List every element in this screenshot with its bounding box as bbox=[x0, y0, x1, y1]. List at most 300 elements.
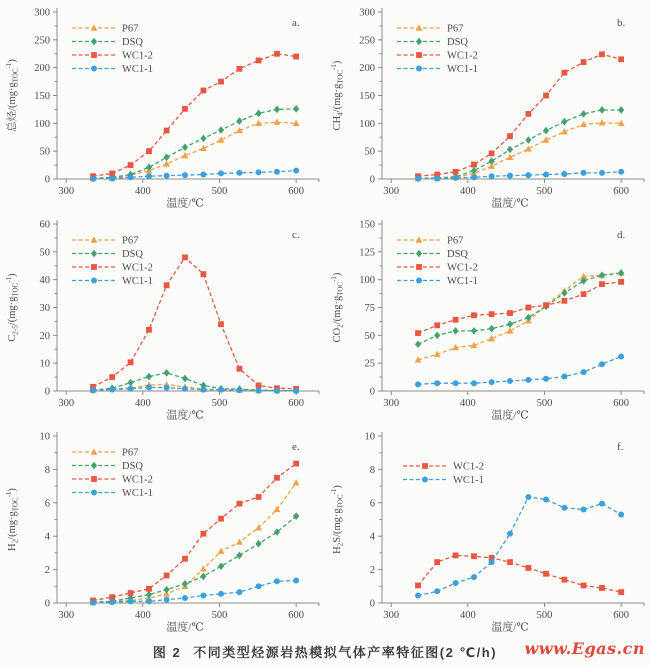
circle-marker bbox=[618, 511, 624, 517]
circle-marker bbox=[599, 170, 605, 176]
square-marker bbox=[525, 305, 531, 311]
diamond-marker bbox=[218, 126, 224, 134]
square-marker bbox=[182, 255, 188, 261]
series-line bbox=[93, 171, 296, 179]
triangle-marker bbox=[293, 479, 300, 485]
axes bbox=[378, 220, 644, 395]
y-tick-label: 0 bbox=[44, 598, 50, 610]
diamond-marker bbox=[200, 135, 206, 143]
y-tick-label: 0 bbox=[369, 174, 375, 186]
square-marker bbox=[237, 366, 243, 372]
series-line bbox=[93, 580, 296, 602]
x-tick-label: 300 bbox=[58, 398, 75, 409]
y-tick-label: 50 bbox=[39, 247, 50, 259]
triangle-marker bbox=[218, 548, 225, 554]
legend-item-WC1-2 bbox=[397, 51, 478, 62]
diamond-marker bbox=[182, 580, 188, 588]
y-tick-label: 10 bbox=[39, 358, 50, 370]
x-axis-label: 温度/℃ bbox=[491, 621, 529, 634]
axes bbox=[53, 220, 319, 395]
tick-labels bbox=[40, 220, 305, 410]
panel-letter: f. bbox=[617, 441, 624, 453]
square-marker bbox=[416, 52, 422, 58]
square-marker bbox=[599, 585, 605, 591]
legend-item-P67 bbox=[72, 448, 138, 459]
y-tick-label: 200 bbox=[34, 63, 50, 75]
panel-letter: b. bbox=[617, 17, 626, 29]
y-tick-label: 20 bbox=[39, 330, 50, 342]
x-tick-label: 400 bbox=[459, 186, 476, 197]
caption-row bbox=[0, 636, 650, 666]
diamond-marker bbox=[489, 157, 495, 165]
circle-marker bbox=[293, 168, 299, 174]
y-tick-label: 150 bbox=[359, 91, 375, 102]
square-marker bbox=[293, 461, 299, 467]
circle-marker bbox=[618, 169, 624, 175]
circle-marker bbox=[274, 578, 280, 584]
circle-marker bbox=[164, 597, 170, 603]
circle-marker bbox=[218, 170, 224, 176]
square-marker bbox=[200, 531, 206, 537]
square-marker bbox=[434, 322, 440, 328]
legend-item-WC1-1 bbox=[403, 475, 484, 486]
x-tick-label: 400 bbox=[134, 610, 151, 621]
diamond-marker bbox=[507, 320, 513, 328]
x-tick-label: 500 bbox=[211, 186, 228, 197]
series-line bbox=[93, 373, 296, 391]
legend-label: WC1-1 bbox=[447, 64, 478, 75]
square-marker bbox=[422, 463, 428, 469]
square-marker bbox=[164, 573, 170, 579]
square-marker bbox=[91, 476, 97, 482]
x-tick-label: 500 bbox=[536, 610, 553, 621]
y-tick-label: 30 bbox=[39, 303, 50, 314]
series-WC1-2 bbox=[415, 279, 624, 336]
circle-marker bbox=[182, 386, 188, 392]
circle-marker bbox=[236, 387, 242, 393]
square-marker bbox=[507, 310, 513, 316]
square-marker bbox=[434, 559, 440, 565]
square-marker bbox=[415, 330, 421, 336]
diamond-marker bbox=[182, 143, 188, 151]
circle-marker bbox=[599, 501, 605, 507]
panel-letter: d. bbox=[617, 229, 626, 241]
circle-marker bbox=[415, 592, 421, 598]
tick-labels bbox=[34, 8, 304, 198]
circle-marker bbox=[128, 598, 134, 604]
figure-number: 图 2 bbox=[152, 644, 182, 660]
diamond-marker bbox=[561, 118, 567, 126]
y-axis-label: $CO_2/(mg\cdot g_{TOC}^{-1})$ bbox=[330, 272, 345, 343]
circle-marker bbox=[146, 173, 152, 179]
circle-marker bbox=[90, 600, 96, 606]
legend-label: DSQ bbox=[447, 249, 469, 260]
square-marker bbox=[146, 586, 152, 592]
series-line bbox=[93, 109, 296, 179]
series-P67 bbox=[90, 381, 300, 393]
diamond-marker bbox=[255, 110, 261, 118]
circle-marker bbox=[274, 169, 280, 175]
series-WC1-1 bbox=[415, 353, 624, 387]
y-tick-label: 200 bbox=[359, 63, 375, 75]
x-tick-label: 300 bbox=[58, 186, 75, 197]
y-tick-label: 0 bbox=[369, 386, 375, 398]
series-line bbox=[93, 122, 296, 179]
square-marker bbox=[471, 553, 477, 559]
legend-label: WC1-2 bbox=[447, 262, 478, 274]
square-marker bbox=[562, 577, 568, 583]
triangle-marker bbox=[525, 145, 532, 151]
panel-letter: c. bbox=[292, 229, 300, 241]
legend-label: P67 bbox=[447, 23, 464, 35]
legend-label: P67 bbox=[122, 23, 139, 35]
circle-marker bbox=[91, 490, 97, 496]
legend-item-WC1-2 bbox=[72, 51, 153, 62]
circle-marker bbox=[109, 175, 115, 181]
circle-marker bbox=[525, 494, 531, 500]
square-marker bbox=[416, 264, 422, 270]
x-tick-label: 300 bbox=[58, 610, 75, 621]
diamond-marker bbox=[218, 562, 224, 570]
series-DSQ bbox=[90, 512, 299, 606]
y-axis-label: $H_2/(mg\cdot g_{TOC}^{-1})$ bbox=[5, 488, 20, 551]
square-marker bbox=[128, 162, 134, 168]
panel-letter: e. bbox=[292, 441, 300, 453]
diamond-marker bbox=[416, 38, 422, 46]
figure-caption bbox=[153, 642, 497, 661]
series-line bbox=[418, 356, 621, 384]
legend-label: DSQ bbox=[122, 249, 144, 260]
legend-label: WC1-1 bbox=[122, 64, 153, 75]
triangle-marker bbox=[163, 160, 170, 166]
square-marker bbox=[543, 571, 549, 577]
legend-item-WC1-1 bbox=[397, 64, 478, 75]
circle-marker bbox=[146, 384, 152, 390]
circle-marker bbox=[164, 173, 170, 179]
square-marker bbox=[91, 264, 97, 270]
y-tick-label: 8 bbox=[44, 464, 50, 476]
square-marker bbox=[237, 501, 243, 507]
y-tick-label: 50 bbox=[364, 146, 375, 158]
x-tick-label: 600 bbox=[613, 398, 630, 409]
x-axis-label: 温度/℃ bbox=[166, 621, 204, 634]
legend-label: P67 bbox=[122, 447, 139, 459]
circle-marker bbox=[453, 580, 459, 586]
series-WC1-1 bbox=[415, 494, 624, 599]
x-tick-label: 600 bbox=[288, 610, 305, 621]
legend-item-DSQ bbox=[72, 461, 143, 472]
diamond-marker bbox=[236, 552, 242, 560]
legend-label: DSQ bbox=[122, 461, 144, 472]
square-marker bbox=[453, 553, 459, 559]
circle-marker bbox=[561, 171, 567, 177]
series-line bbox=[418, 110, 621, 178]
legend-item-WC1-1 bbox=[397, 276, 478, 287]
diamond-marker bbox=[182, 375, 188, 383]
square-marker bbox=[562, 70, 568, 76]
circle-marker bbox=[200, 592, 206, 598]
square-marker bbox=[128, 359, 134, 365]
diamond-marker bbox=[580, 110, 586, 118]
x-tick-label: 400 bbox=[134, 186, 151, 197]
circle-marker bbox=[489, 379, 495, 385]
legend bbox=[72, 236, 153, 288]
x-tick-label: 300 bbox=[383, 610, 400, 621]
diamond-marker bbox=[91, 38, 97, 46]
series-line bbox=[93, 387, 296, 390]
watermark: www.Egas.cn bbox=[524, 639, 645, 658]
legend-label: WC1-2 bbox=[447, 50, 478, 62]
circle-marker bbox=[453, 380, 459, 386]
circle-marker bbox=[543, 172, 549, 178]
circle-marker bbox=[561, 374, 567, 380]
diamond-marker bbox=[236, 117, 242, 125]
diamond-marker bbox=[543, 127, 549, 135]
tick-labels bbox=[40, 432, 305, 622]
y-tick-label: 8 bbox=[369, 464, 375, 476]
legend bbox=[72, 24, 153, 76]
square-marker bbox=[489, 150, 495, 156]
series-line bbox=[418, 555, 621, 592]
circle-marker bbox=[543, 376, 549, 382]
chart-panel-a bbox=[0, 0, 325, 212]
series-P67 bbox=[415, 119, 625, 181]
legend-item-P67 bbox=[72, 24, 138, 35]
diamond-marker bbox=[127, 379, 133, 387]
square-marker bbox=[109, 374, 115, 380]
square-marker bbox=[618, 589, 624, 595]
diamond-marker bbox=[525, 314, 531, 322]
y-tick-label: 2 bbox=[369, 565, 375, 577]
y-axis-label: $H_2S/(mg\cdot g_{TOC}^{-1})$ bbox=[330, 485, 345, 554]
triangle-marker bbox=[236, 538, 243, 544]
square-marker bbox=[218, 516, 224, 522]
legend bbox=[397, 24, 478, 76]
series-WC1-1 bbox=[90, 577, 299, 605]
circle-marker bbox=[146, 598, 152, 604]
square-marker bbox=[415, 583, 421, 589]
triangle-marker bbox=[200, 565, 207, 571]
square-marker bbox=[599, 281, 605, 287]
y-tick-label: 0 bbox=[369, 598, 375, 610]
circle-marker bbox=[525, 377, 531, 383]
series-line bbox=[418, 123, 621, 179]
diamond-marker bbox=[489, 325, 495, 333]
square-marker bbox=[507, 559, 513, 565]
square-marker bbox=[543, 302, 549, 308]
legend-label: WC1-1 bbox=[122, 276, 153, 287]
square-marker bbox=[256, 494, 262, 500]
y-tick-label: 4 bbox=[44, 531, 50, 543]
circle-marker bbox=[599, 361, 605, 367]
y-tick-label: 300 bbox=[34, 7, 50, 19]
square-marker bbox=[562, 298, 568, 304]
circle-marker bbox=[471, 574, 477, 580]
y-tick-label: 4 bbox=[369, 531, 375, 543]
diamond-marker bbox=[293, 105, 299, 113]
legend-label: WC1-2 bbox=[122, 474, 153, 486]
circle-marker bbox=[256, 387, 262, 393]
y-tick-label: 0 bbox=[44, 174, 50, 186]
y-tick-label: 50 bbox=[364, 330, 375, 342]
square-marker bbox=[618, 56, 624, 62]
circle-marker bbox=[293, 388, 299, 394]
series-DSQ bbox=[90, 105, 299, 182]
y-tick-label: 250 bbox=[359, 35, 375, 47]
circle-marker bbox=[543, 496, 549, 502]
square-marker bbox=[182, 556, 188, 562]
square-marker bbox=[525, 565, 531, 571]
legend-label: WC1-1 bbox=[453, 475, 484, 486]
legend-item-WC1-2 bbox=[397, 263, 478, 274]
x-tick-label: 500 bbox=[211, 610, 228, 621]
y-tick-label: 40 bbox=[39, 275, 50, 287]
circle-marker bbox=[236, 589, 242, 595]
tick-labels bbox=[365, 432, 630, 622]
circle-marker bbox=[618, 353, 624, 359]
square-marker bbox=[581, 583, 587, 589]
y-tick-label: 2 bbox=[44, 565, 50, 577]
diamond-marker bbox=[561, 289, 567, 297]
diamond-marker bbox=[471, 327, 477, 335]
diamond-marker bbox=[452, 327, 458, 335]
square-marker bbox=[293, 54, 299, 60]
square-marker bbox=[581, 291, 587, 297]
series-line bbox=[93, 483, 296, 602]
y-tick-label: 25 bbox=[364, 358, 375, 370]
diamond-marker bbox=[91, 250, 97, 258]
x-tick-label: 400 bbox=[459, 610, 476, 621]
circle-marker bbox=[416, 278, 422, 284]
square-marker bbox=[618, 279, 624, 285]
legend-item-WC1-2 bbox=[403, 462, 484, 473]
legend-item-P67 bbox=[397, 24, 463, 35]
circle-marker bbox=[489, 559, 495, 565]
circle-marker bbox=[416, 66, 422, 72]
circle-marker bbox=[182, 595, 188, 601]
chart-panel-d bbox=[325, 212, 650, 424]
y-tick-label: 250 bbox=[34, 35, 50, 47]
circle-marker bbox=[236, 170, 242, 176]
circle-marker bbox=[293, 577, 299, 583]
square-marker bbox=[237, 66, 243, 72]
x-tick-label: 500 bbox=[211, 398, 228, 409]
legend-label: P67 bbox=[447, 235, 464, 247]
square-marker bbox=[453, 317, 459, 323]
y-tick-label: 75 bbox=[364, 303, 375, 314]
chart-panel-b bbox=[325, 0, 650, 212]
legend bbox=[72, 448, 153, 500]
x-tick-label: 500 bbox=[536, 398, 553, 409]
circle-marker bbox=[471, 174, 477, 180]
circle-marker bbox=[581, 369, 587, 375]
square-marker bbox=[200, 271, 206, 277]
circle-marker bbox=[109, 387, 115, 393]
legend-label: WC1-1 bbox=[122, 488, 153, 499]
legend-label: WC1-2 bbox=[122, 50, 153, 62]
x-tick-label: 300 bbox=[383, 186, 400, 197]
y-axis-label: $CH_4/(mg\cdot g_{TOC}^{-1})$ bbox=[330, 60, 345, 131]
circle-marker bbox=[434, 175, 440, 181]
circle-marker bbox=[90, 387, 96, 393]
diamond-marker bbox=[599, 106, 605, 114]
y-tick-label: 0 bbox=[44, 386, 50, 398]
x-axis-label: 温度/℃ bbox=[491, 197, 529, 210]
legend-item-DSQ bbox=[397, 249, 468, 260]
circle-marker bbox=[256, 169, 262, 175]
square-marker bbox=[256, 58, 262, 64]
diamond-marker bbox=[293, 512, 299, 520]
square-marker bbox=[128, 590, 134, 596]
y-axis-label: $C_{2-5}/(mg\cdot g_{TOC}^{-1})$ bbox=[5, 273, 20, 342]
legend-item-P67 bbox=[397, 236, 463, 247]
circle-marker bbox=[90, 176, 96, 182]
x-axis-label: 温度/℃ bbox=[491, 409, 529, 422]
square-marker bbox=[164, 128, 170, 134]
diamond-marker bbox=[91, 462, 97, 470]
diamond-marker bbox=[416, 250, 422, 258]
square-marker bbox=[507, 133, 513, 139]
diamond-marker bbox=[164, 153, 170, 161]
legend-item-WC1-1 bbox=[72, 276, 153, 287]
x-tick-label: 600 bbox=[613, 610, 630, 621]
x-tick-label: 400 bbox=[134, 398, 151, 409]
diamond-marker bbox=[415, 340, 421, 348]
triangle-marker bbox=[218, 136, 225, 142]
circle-marker bbox=[422, 477, 428, 483]
x-tick-label: 300 bbox=[383, 398, 400, 409]
x-tick-label: 500 bbox=[536, 186, 553, 197]
square-marker bbox=[218, 321, 224, 327]
square-marker bbox=[274, 475, 280, 481]
diamond-marker bbox=[146, 591, 152, 599]
circle-marker bbox=[453, 175, 459, 181]
diamond-marker bbox=[255, 540, 261, 548]
circle-marker bbox=[525, 172, 531, 178]
panel-letter: a. bbox=[292, 17, 300, 29]
square-marker bbox=[91, 52, 97, 58]
y-tick-label: 6 bbox=[44, 498, 50, 510]
square-marker bbox=[146, 327, 152, 333]
circle-marker bbox=[507, 531, 513, 537]
circle-marker bbox=[581, 506, 587, 512]
series-WC1-1 bbox=[415, 169, 624, 182]
diamond-marker bbox=[274, 106, 280, 114]
circle-marker bbox=[109, 599, 115, 605]
circle-marker bbox=[218, 591, 224, 597]
y-tick-label: 10 bbox=[39, 431, 50, 443]
legend-item-WC1-1 bbox=[72, 64, 153, 75]
circle-marker bbox=[434, 588, 440, 594]
x-tick-label: 600 bbox=[288, 186, 305, 197]
legend-label: WC1-2 bbox=[453, 461, 484, 473]
circle-marker bbox=[274, 388, 280, 394]
circle-marker bbox=[200, 172, 206, 178]
circle-marker bbox=[128, 386, 134, 392]
legend-item-WC1-2 bbox=[72, 475, 153, 486]
y-tick-label: 60 bbox=[39, 219, 50, 231]
circle-marker bbox=[218, 387, 224, 393]
diamond-marker bbox=[618, 106, 624, 114]
circle-marker bbox=[91, 66, 97, 72]
legend-item-WC1-2 bbox=[72, 263, 153, 274]
y-tick-label: 50 bbox=[39, 146, 50, 158]
legend-label: WC1-2 bbox=[122, 262, 153, 274]
series-line bbox=[418, 497, 621, 596]
legend-item-DSQ bbox=[72, 249, 143, 260]
series-DSQ bbox=[415, 106, 624, 182]
square-marker bbox=[543, 93, 549, 99]
